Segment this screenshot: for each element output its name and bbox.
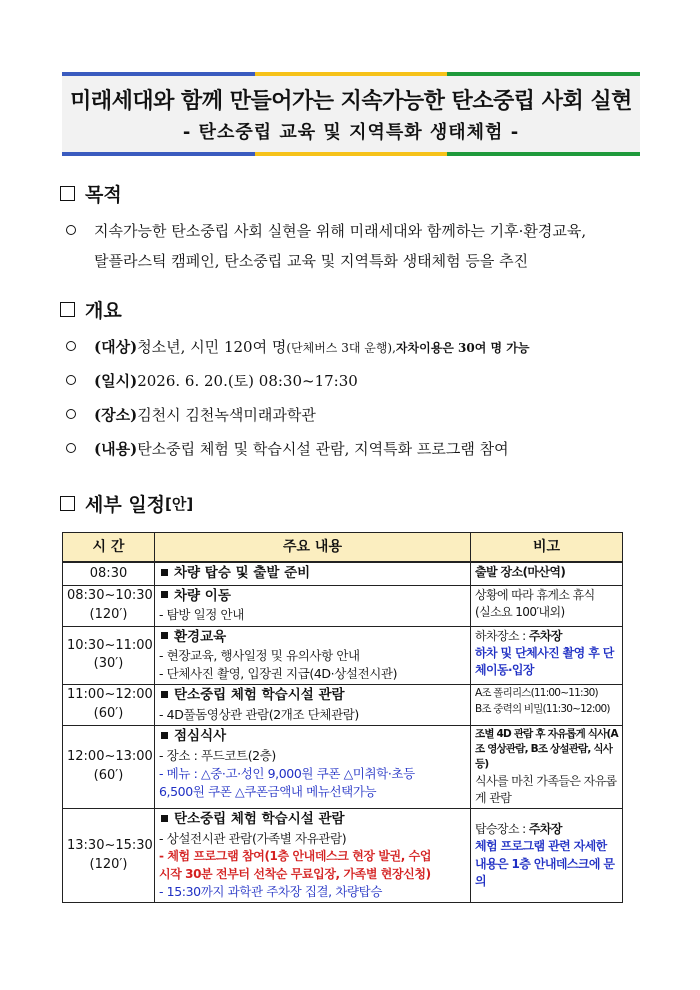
square-bullet-icon [60, 186, 75, 201]
circle-bullet-icon [66, 375, 76, 385]
square-bullet-icon [161, 632, 168, 639]
bar-green [447, 152, 640, 156]
date-label: (일시) [94, 372, 138, 390]
section-heading-text: 개요 [85, 300, 122, 322]
content-cell [155, 585, 471, 626]
content-cell [155, 626, 471, 685]
duration: (60′) [93, 706, 124, 722]
square-bullet-icon [60, 496, 75, 511]
circle-bullet-icon [66, 341, 76, 351]
section-schedule-heading [60, 490, 193, 517]
time-range: 12:00~13:00 [67, 749, 153, 765]
overview-place [66, 404, 316, 425]
note-line: 출발 장소(마산역) [475, 565, 566, 580]
note-cell [471, 809, 623, 903]
item-line-red: 시작 30분 전부터 선착순 무료입장, 가족별 현장신청) [159, 866, 431, 881]
note-line: A조 폴리리스(11:00~11:30) [475, 687, 598, 700]
duration: (60′) [93, 768, 124, 784]
item-heading-text: 환경교육 [174, 628, 227, 645]
item-line: - 탐방 일정 안내 [159, 607, 244, 623]
purpose-bullet [66, 220, 586, 241]
purpose-bullet-cont [94, 250, 528, 271]
note-bold: 주차장 [528, 822, 562, 836]
page-subtitle: - 탄소중립 교육 및 지역특화 생태체험 - [182, 122, 520, 143]
title-box [62, 72, 640, 156]
square-bullet-icon [60, 302, 75, 317]
content-cell [155, 685, 471, 726]
circle-bullet-icon [66, 443, 76, 453]
content-label: (내용) [94, 440, 138, 458]
item-line: - 장소 : 푸드코트(2층) [159, 747, 276, 763]
purpose-line-1: 지속가능한 탄소중립 사회 실현을 위해 미래세대와 함께하는 기후·환경교육, [94, 222, 587, 240]
content-cell [155, 562, 471, 585]
section-heading-text: 목적 [85, 184, 122, 206]
table-row [63, 562, 623, 585]
col-header-time: 시 간 [63, 533, 155, 563]
title-bottom-color-bar [62, 152, 640, 156]
time-range: 11:00~12:00 [67, 687, 153, 703]
circle-bullet-icon [66, 409, 76, 419]
item-heading [159, 686, 466, 706]
content-cell [155, 726, 471, 809]
title-top-color-bar [62, 72, 640, 76]
item-heading-text: 차량 탑승 및 출발 준비 [174, 565, 311, 582]
table-row [63, 726, 623, 809]
bar-blue [62, 72, 255, 76]
note-cell [471, 585, 623, 626]
note-line: 상황에 따라 휴게소 휴식 [475, 587, 595, 602]
table-header-row [63, 533, 623, 563]
section-heading-text: 세부 일정 [85, 494, 166, 516]
item-heading [159, 727, 466, 747]
purpose-line-2: 탈플라스틱 캠페인, 탄소중립 교육 및 지역특화 생태체험 등을 추진 [94, 252, 529, 270]
bar-yellow [255, 152, 448, 156]
time-cell [63, 626, 155, 685]
note-cell [471, 726, 623, 809]
circle-bullet-icon [66, 225, 76, 235]
item-line-blue: - 메뉴 : △중·고·성인 9,000원 쿠폰 △미취학·초등 [159, 765, 415, 781]
item-line: - 현장교육, 행사일정 및 유의사항 안내 [159, 648, 360, 664]
time-cell [63, 562, 155, 585]
note-line: 식사를 마친 가족들은 자유롭게 관람 [475, 773, 617, 806]
time-cell [63, 726, 155, 809]
note-bold: 주차장 [528, 628, 562, 643]
table-row [63, 809, 623, 903]
note-line [475, 628, 618, 645]
bar-blue [62, 152, 255, 156]
note-cell [471, 626, 623, 685]
content-cell [155, 809, 471, 903]
overview-content [66, 438, 509, 459]
bar-yellow [255, 72, 448, 76]
square-bullet-icon [161, 591, 168, 598]
item-line: - 상설전시관 관람(가족별 자유관람) [159, 831, 347, 847]
place-text: 김천시 김천녹색미래과학관 [137, 406, 316, 424]
item-line-red: - 체험 프로그램 참여(1층 안내데스크 현장 발권, 수업 [159, 849, 432, 864]
target-bus: (단체버스 3대 운행), [286, 341, 396, 355]
time-range: 10:30~11:00 [67, 637, 153, 653]
duration: (120′) [89, 606, 128, 622]
duration: (30′) [93, 656, 124, 672]
note-blue: 체험 프로그램 관련 자세한 내용은 1층 안내데스크에 문의 [475, 839, 615, 889]
note-cell [471, 685, 623, 726]
section-overview-heading [60, 296, 122, 323]
item-line-blue: - 15:30까지 과학관 주차장 집결, 차량탑승 [159, 883, 383, 899]
item-heading-text: 점심식사 [174, 728, 227, 745]
item-heading [159, 628, 466, 648]
time-range: 08:30 [89, 565, 128, 581]
item-line: - 4D풀돔영상관 관람(2개조 단체관람) [159, 706, 359, 722]
item-heading [159, 810, 466, 830]
note-label: 하차장소 : [475, 628, 529, 643]
col-header-content: 주요 내용 [155, 533, 471, 563]
table-row [63, 626, 623, 685]
target-self: 자차이용은 30여 명 가능 [395, 341, 530, 355]
target-label: (대상) [94, 338, 138, 356]
table-row [63, 585, 623, 626]
section-purpose-heading [60, 180, 122, 207]
date-text: 2026. 6. 20.(토) 08:30~17:30 [137, 372, 358, 390]
section-heading-suffix: [안] [165, 495, 194, 513]
overview-date [66, 370, 358, 391]
schedule-table [62, 532, 623, 903]
item-heading [159, 587, 466, 607]
square-bullet-icon [161, 691, 168, 698]
item-heading-text: 차량 이동 [174, 587, 231, 604]
note-line: (실소요 100′내외) [475, 605, 565, 620]
note-bold: 조별 4D 관람 후 자유롭게 식사(A조 영상관람, B조 상설관람, 식사 등) [475, 728, 618, 771]
note-line: B조 중력의 비밀(11:30~12:00) [475, 702, 610, 715]
bar-green [447, 72, 640, 76]
target-text: 청소년, 시민 120여 명 [137, 338, 287, 356]
note-cell [471, 562, 623, 585]
note-blue: 하차 및 단체사진 촬영 후 단체이동·입장 [475, 645, 614, 678]
duration: (120′) [89, 856, 128, 872]
content-text: 탄소중립 체험 및 학습시설 관람, 지역특화 프로그램 참여 [137, 440, 509, 458]
item-heading [159, 564, 466, 584]
time-range: 08:30~10:30 [67, 587, 153, 603]
item-heading-text: 탄소중립 체험 학습시설 관람 [174, 811, 345, 828]
time-range: 13:30~15:30 [67, 837, 153, 853]
time-cell [63, 685, 155, 726]
item-line-blue: 6,500원 쿠폰 △쿠폰금액내 메뉴선택가능 [159, 783, 377, 799]
item-heading-text: 탄소중립 체험 학습시설 관람 [174, 687, 345, 704]
note-line [475, 821, 618, 838]
square-bullet-icon [161, 732, 168, 739]
overview-target [66, 336, 529, 357]
page-title: 미래세대와 함께 만들어가는 지속가능한 탄소중립 사회 실현 [70, 89, 632, 114]
item-line: - 단체사진 촬영, 입장권 지급(4D·상설전시관) [159, 666, 398, 682]
square-bullet-icon [161, 815, 168, 822]
time-cell [63, 809, 155, 903]
table-row [63, 685, 623, 726]
time-cell [63, 585, 155, 626]
square-bullet-icon [161, 569, 168, 576]
note-label: 탑승장소 : [475, 822, 529, 836]
place-label: (장소) [94, 406, 138, 424]
col-header-note: 비고 [471, 533, 623, 563]
